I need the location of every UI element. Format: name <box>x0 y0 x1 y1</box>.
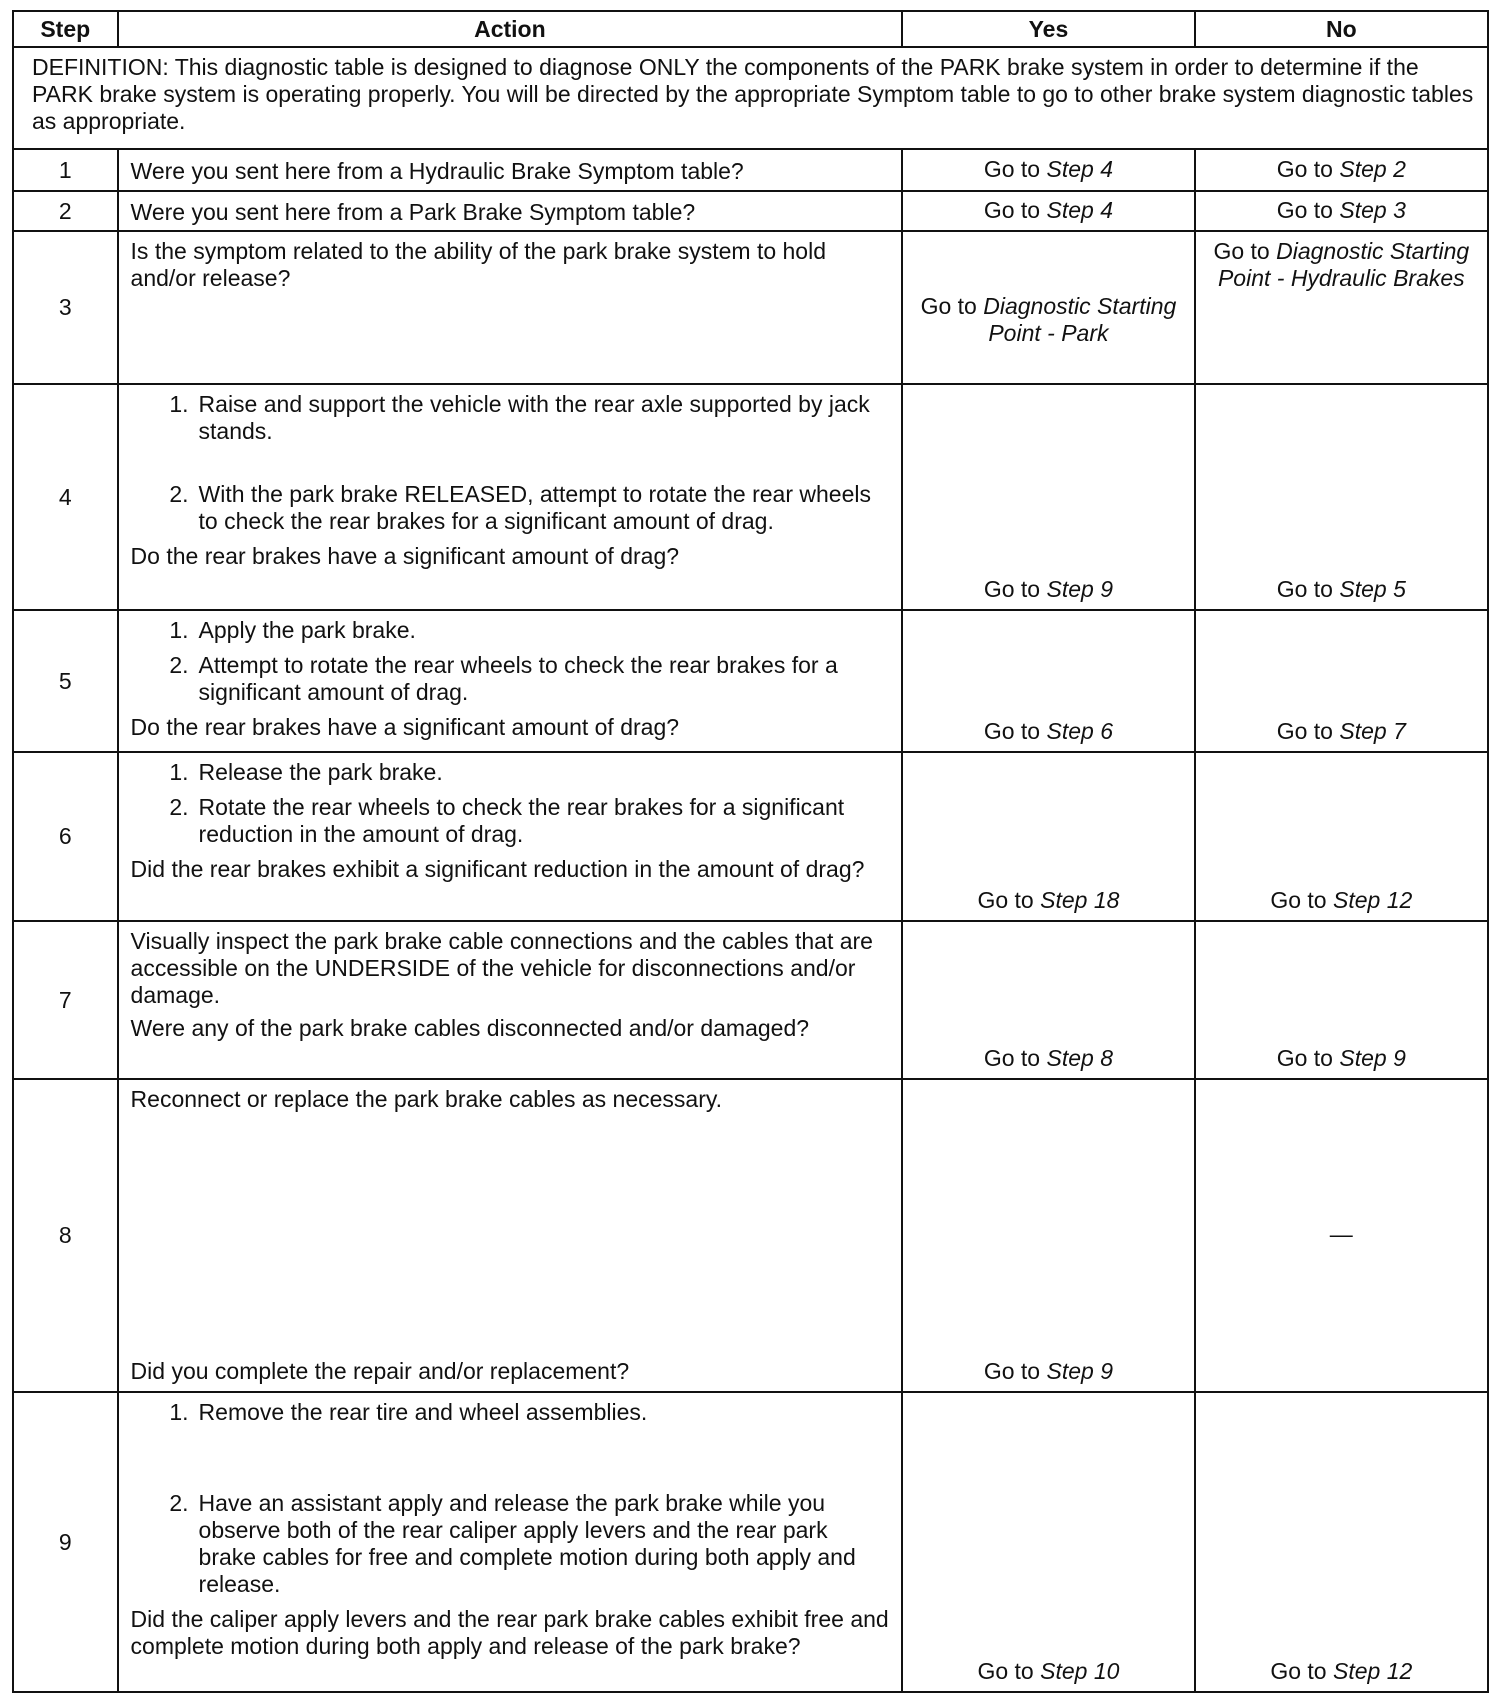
header-row <box>13 11 1488 47</box>
step-number: 8 <box>13 1079 118 1392</box>
no-cell: Go to Diagnostic Starting Point - Hydraulic Brakes <box>1195 231 1488 384</box>
yes-ref: Step 4 <box>1046 196 1113 223</box>
no-cell: Go to Step 5 <box>1195 384 1488 610</box>
no-ref: Step 12 <box>1332 1658 1413 1684</box>
no-ref: Step 2 <box>1339 155 1406 182</box>
yes-cell: Go to Step 6 <box>902 610 1194 752</box>
yes-cell: Go to Step 8 <box>902 921 1194 1079</box>
list-item: 2. Attempt to rotate the rear wheels to check the rear brakes for a significant amount of drag. <box>169 652 838 705</box>
step-question: Were any of the park brake cables disconnected and/or damaged? <box>130 1015 810 1041</box>
no-cell: Go to Step 7 <box>1195 610 1488 752</box>
header-no: No <box>1195 11 1488 47</box>
step-number: 7 <box>13 921 118 1079</box>
step-question: Is the symptom related to the ability of the park brake system to hold and/or release? <box>130 238 826 291</box>
no-cell: Go to Step 12 <box>1195 1392 1488 1692</box>
no-cell: Go to Step 9 <box>1195 921 1488 1079</box>
step-instructions <box>131 759 892 848</box>
list-item: 2. Rotate the rear wheels to check the rear brakes for a significant reduction in the amount of drag. <box>169 794 845 847</box>
no-dash: — <box>1329 1221 1353 1247</box>
no-ref: Step 9 <box>1339 1045 1406 1071</box>
step-question: Do the rear brakes have a significant amount of drag? <box>130 543 680 569</box>
table-row <box>13 231 1488 384</box>
header-step: Step <box>13 11 118 47</box>
no-ref: Step 7 <box>1339 718 1406 744</box>
yes-cell: Go to Step 4 <box>902 191 1194 231</box>
step-number: 1 <box>13 149 118 191</box>
yes-ref: Step 9 <box>1046 1358 1113 1384</box>
step-instruction: Visually inspect the park brake cable connections and the cables that are accessible on the UNDERSIDE of the vehicle for disconnections and/or damage. <box>130 928 873 1008</box>
header-action: Action <box>118 11 903 47</box>
table-row <box>13 1392 1488 1692</box>
step-instruction: Reconnect or replace the park brake cables as necessary. <box>130 1086 723 1112</box>
step-instructions <box>131 1399 892 1598</box>
no-ref: Diagnostic Starting Point - Hydraulic Brakes <box>1217 238 1470 291</box>
yes-ref: Step 9 <box>1046 576 1113 602</box>
list-item: 1. Raise and support the vehicle with the rear axle supported by jack stands. <box>169 391 870 444</box>
step-instructions <box>131 617 892 706</box>
yes-cell: Go to Diagnostic Starting Point - Park <box>902 231 1194 384</box>
step-question: Were you sent here from a Hydraulic Brake Symptom table? <box>130 157 744 184</box>
list-item: 1. Release the park brake. <box>169 759 443 785</box>
definition-row <box>13 47 1488 149</box>
table-row <box>13 610 1488 752</box>
step-question: Do the rear brakes have a significant amount of drag? <box>130 714 680 740</box>
header-yes: Yes <box>902 11 1194 47</box>
step-question: Did you complete the repair and/or replacement? <box>130 1358 630 1384</box>
list-item: 2. Have an assistant apply and release the park brake while you observe both of the rear caliper apply levers and the rear park brake cables for free and complete motion during both apply and release. <box>169 1490 856 1597</box>
yes-ref: Diagnostic Starting Point - Park <box>983 292 1177 346</box>
step-number: 3 <box>13 231 118 384</box>
yes-cell: Go to Step 18 <box>902 752 1194 921</box>
step-question: Were you sent here from a Park Brake Symptom table? <box>130 198 696 225</box>
yes-ref: Step 18 <box>1040 887 1120 913</box>
table-row <box>13 921 1488 1079</box>
yes-ref: Step 4 <box>1046 155 1113 182</box>
step-question: Did the rear brakes exhibit a significant reduction in the amount of drag? <box>130 856 865 882</box>
table-row <box>13 752 1488 921</box>
step-number: 6 <box>13 752 118 921</box>
list-item: 2. With the park brake RELEASED, attempt to rotate the rear wheels to check the rear brakes for a significant amount of drag. <box>169 481 871 534</box>
yes-cell: Go to Step 9 <box>902 1079 1194 1392</box>
step-number: 5 <box>13 610 118 752</box>
yes-ref: Step 10 <box>1040 1658 1120 1684</box>
step-number: 4 <box>13 384 118 610</box>
table-row <box>13 149 1488 191</box>
no-ref: Step 3 <box>1339 196 1406 223</box>
table-row <box>13 191 1488 231</box>
no-cell <box>1195 1079 1488 1392</box>
definition-text: DEFINITION: This diagnostic table is designed to diagnose ONLY the components of the PARK brake system in order to determine if the PARK brake system is operating properly. You will be directed by the appropriate Symptom table to go to other brake system diagnostic tables as appropriate. <box>13 47 1488 149</box>
step-question: Did the caliper apply levers and the rear park brake cables exhibit free and complete motion during both apply and release of the park brake? <box>130 1606 889 1659</box>
step-number: 9 <box>13 1392 118 1692</box>
yes-cell: Go to Step 9 <box>902 384 1194 610</box>
yes-ref: Step 8 <box>1046 1045 1113 1071</box>
yes-cell: Go to Step 10 <box>902 1392 1194 1692</box>
no-cell: Go to Step 2 <box>1195 149 1488 191</box>
table-row <box>13 384 1488 610</box>
list-item: 1. Apply the park brake. <box>169 617 416 643</box>
yes-ref: Step 6 <box>1046 718 1113 744</box>
no-ref: Step 5 <box>1339 576 1406 602</box>
step-number: 2 <box>13 191 118 231</box>
no-ref: Step 12 <box>1332 887 1413 913</box>
no-cell: Go to Step 3 <box>1195 191 1488 231</box>
step-instructions <box>131 391 892 535</box>
table-row <box>13 1079 1488 1392</box>
diagnostic-table <box>12 10 1489 1693</box>
yes-cell: Go to Step 4 <box>902 149 1194 191</box>
no-cell: Go to Step 12 <box>1195 752 1488 921</box>
list-item: 1. Remove the rear tire and wheel assemblies. <box>169 1399 648 1425</box>
